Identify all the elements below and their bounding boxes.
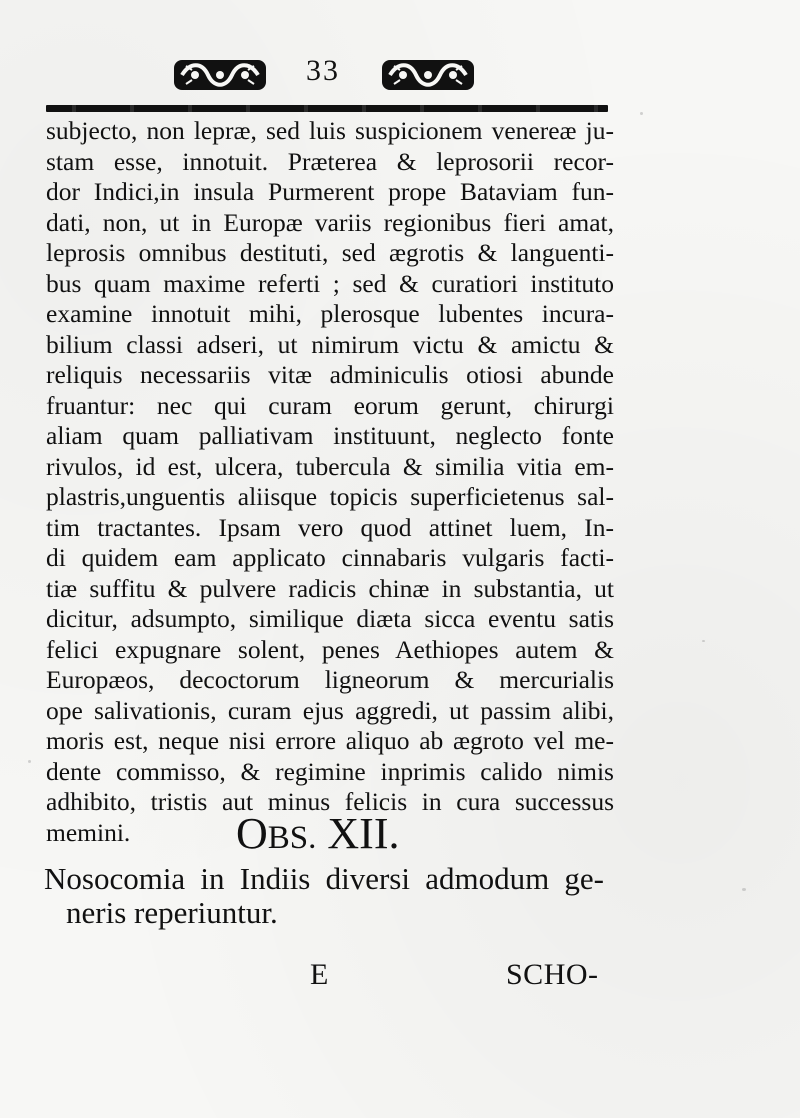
text-line: bus quam maxime referti ; sed & curatiori instituto <box>46 268 614 298</box>
title-line: neris reperiuntur. <box>66 895 278 930</box>
header-rule <box>46 105 608 112</box>
fleuron-ornament-left <box>172 56 268 94</box>
text-line: felici expugnare solent, penes Aethiopes autem & <box>46 634 614 664</box>
paper-speck <box>742 888 746 891</box>
heading-small-caps: BS. <box>267 820 317 856</box>
running-header <box>160 50 480 100</box>
text-line: ope salivationis, curam ejus aggredi, ut passim alibi, <box>46 695 614 725</box>
page-number: 33 <box>306 54 340 87</box>
text-line: moris est, neque nisi errore aliquo ab ægroto vel me- <box>46 726 614 755</box>
fleuron-ornament-right <box>380 56 476 94</box>
observation-title <box>44 862 604 930</box>
catchword: SCHO- <box>506 958 599 991</box>
text-line: leprosis omnibus destituti, sed ægrotis & languenti- <box>46 238 614 267</box>
text-line: bilium classi adseri, ut nimirum victu & amictu & <box>46 329 614 359</box>
heading-number: XII. <box>327 809 400 858</box>
text-line: subjecto, non lepræ, sed luis suspicionem venereæ ju- <box>46 116 614 145</box>
text-line: tim tractantes. Ipsam vero quod attinet luem, In- <box>46 512 614 542</box>
text-line: stam esse, innotuit. Præterea & leprosorii recor- <box>46 146 614 176</box>
text-line: examine innotuit mihi, plerosque lubentes incura- <box>46 299 614 328</box>
paper-speck <box>28 760 31 763</box>
title-line: Nosocomia in Indiis diversi admodum ge- <box>44 861 604 896</box>
heading-initial: O <box>236 809 268 858</box>
text-line: rivulos, id est, ulcera, tubercula & similia vitia em- <box>46 451 614 481</box>
observation-heading <box>236 806 476 866</box>
signature-mark: E <box>310 958 329 991</box>
text-line: adhibito, tristis aut minus felicis in cura successus <box>46 787 614 816</box>
text-line: dor Indici,in insula Purmerent prope Bataviam fun- <box>46 177 614 206</box>
text-line: di quidem eam applicato cinnabaris vulgaris facti- <box>46 543 614 572</box>
paper-speck <box>702 640 705 642</box>
text-line: Europæos, decoctorum ligneorum & mercurialis <box>46 665 614 694</box>
text-line: aliam quam palliativam instituunt, neglecto fonte <box>46 421 614 450</box>
text-line: plastris,unguentis aliisque topicis superficietenus sal- <box>46 482 614 511</box>
body-paragraph <box>46 116 614 848</box>
text-line: dicitur, adsumpto, similique diæta sicca eventu satis <box>46 604 614 633</box>
text-line: fruantur: nec qui curam eorum gerunt, chirurgi <box>46 390 614 420</box>
text-line: dati, non, ut in Europæ variis regionibus fieri amat, <box>46 207 614 237</box>
text-line: dente commisso, & regimine inprimis calido nimis <box>46 756 614 786</box>
text-line: memini. <box>46 817 131 847</box>
paper-speck <box>640 112 643 115</box>
text-line: tiæ suffitu & pulvere radicis chinæ in substantia, ut <box>46 573 614 603</box>
text-line: reliquis necessariis vitæ adminiculis otiosi abunde <box>46 360 614 389</box>
